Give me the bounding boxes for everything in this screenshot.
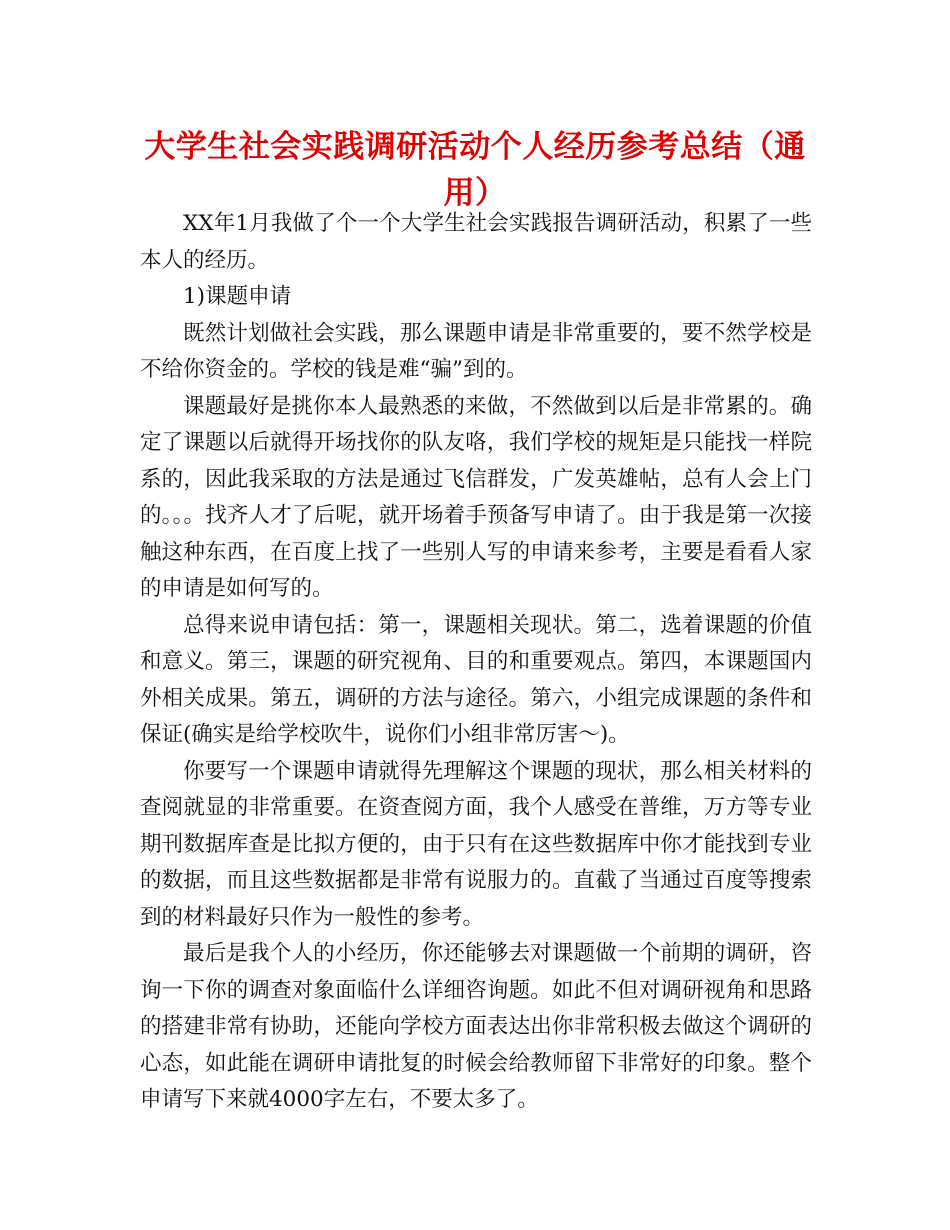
section-heading-topic-application: 1)课题申请	[183, 284, 292, 309]
paragraph-choose-topic: 课题最好是挑你本人最熟悉的来做，不然做到以后是非常累的。确定了课题以后就得开场找你的队友咯，我们学校的规矩是只能找一样院系的，因此我采取的方法是通过飞信群发，广发英雄帖，总有人会上门的。。。找齐人才了后呢，就开场着手预备写申请了。由于我是第一次接触这种东西，在百度上找了一些别人写的申请来参考，主要是看看人家的申请是如何写的。	[140, 393, 812, 601]
paragraph-importance: 既然计划做社会实践，那么课题申请是非常重要的，要不然学校是不给你资金的。学校的钱是难“骗”到的。	[140, 320, 812, 382]
paragraph-research-materials: 你要写一个课题申请就得先理解这个课题的现状，那么相关材料的查阅就显的非常重要。在资查阅方面，我个人感受在普维，万方等专业期刊数据库查是比拟方便的，由于只有在这些数据库中你才能找到专业的数据，而且这些数据都是非常有说服力的。直截了当通过百度等搜索到的材料最好只作为一般性的参考。	[140, 758, 812, 930]
document-title: 大学生社会实践调研活动个人经历参考总结（通用）	[144, 129, 806, 211]
document-body	[140, 206, 812, 1119]
paragraph-application-contents: 总得来说申请包括：第一，课题相关现状。第二，选着课题的价值和意义。第三，课题的研究视角、目的和重要观点。第四，本课题国内外相关成果。第五，调研的方法与途径。第六，小组完成课题的条件和保证(确实是给学校吹牛，说你们小组非常厉害～)。	[140, 612, 812, 747]
paragraph-personal-experience: 最后是我个人的小经历，你还能够去对课题做一个前期的调研，咨询一下你的调查对象面临什么详细咨询题。如此不但对调研视角和思路的搭建非常有协助，还能向学校方面表达出你非常积极去做这个调研的心态，如此能在调研申请批复的时候会给教师留下非常好的印象。整个申请写下来就4000字左右，不要太多了。	[140, 941, 812, 1112]
paragraph-intro: XX年1月我做了个一个大学生社会实践报告调研活动，积累了一些本人的经历。	[140, 211, 812, 273]
